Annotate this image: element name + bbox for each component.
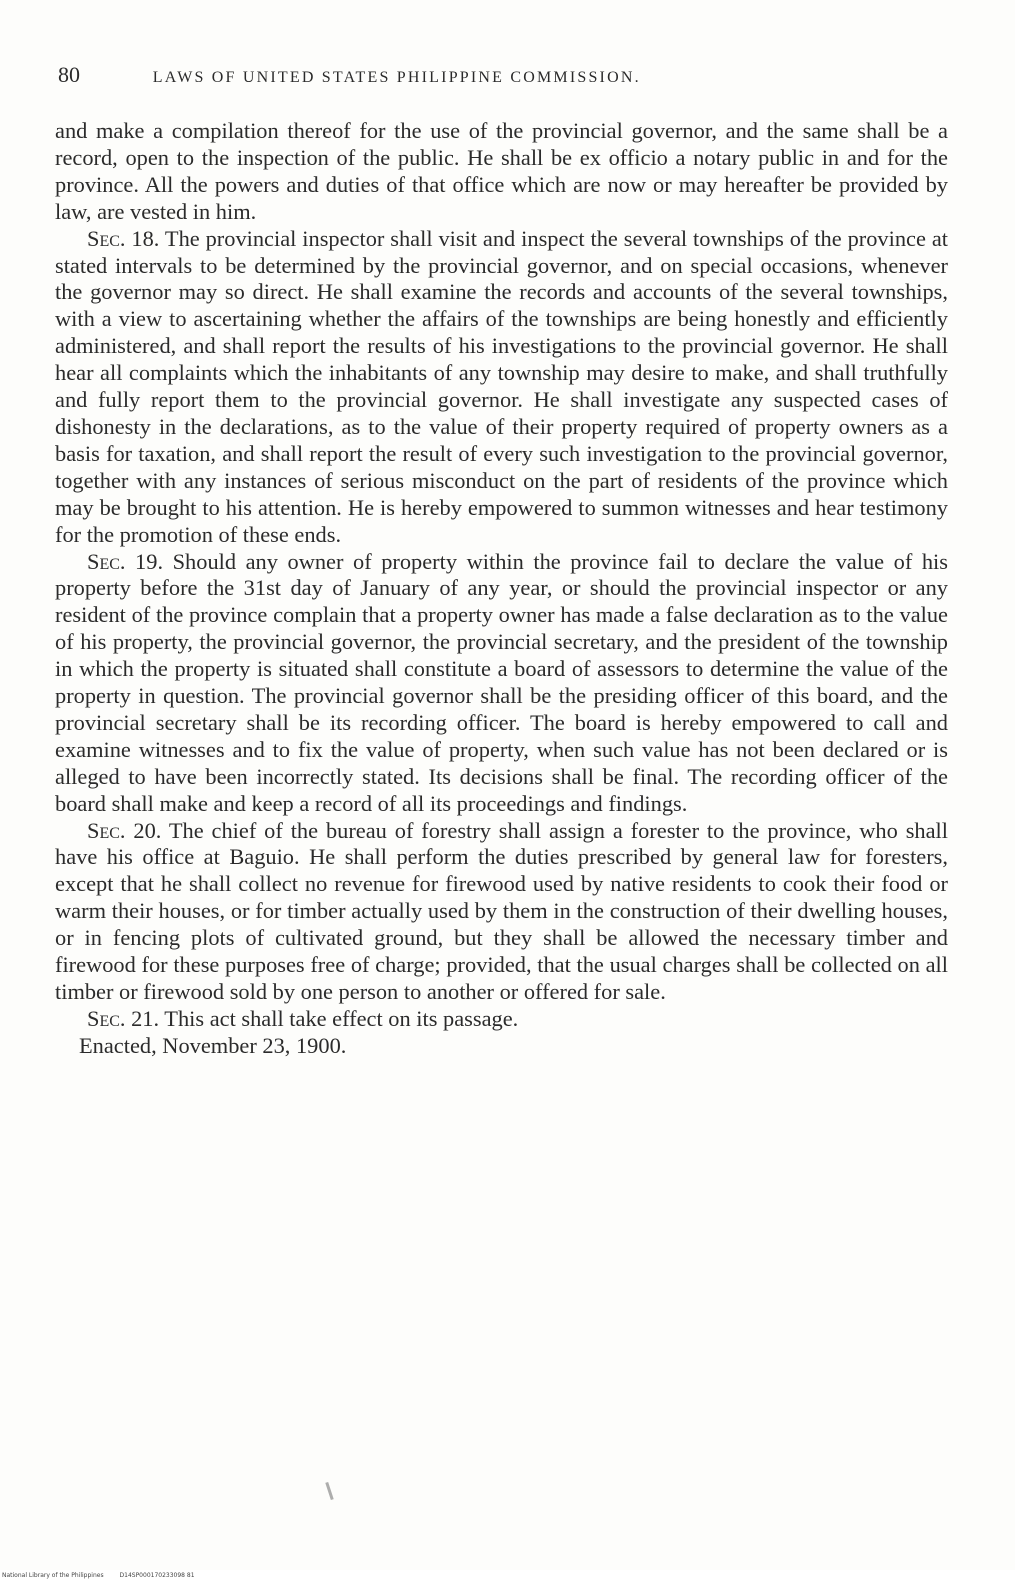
stray-mark [325,1482,333,1500]
footer-id: D14SP000170233098 81 [119,1572,195,1579]
running-head-title: LAWS OF UNITED STATES PHILIPPINE COMMISSION. [152,69,641,86]
footer-source: National Library of the Philippines [2,1572,104,1579]
paragraph-continuation [55,118,948,226]
section-20 [55,818,948,1006]
section-label: Sec. 20. [87,817,162,843]
paragraph-text: and make a compilation thereof for the use of the provincial governor, and the same shall be a record, open to the inspection of the public. He shall be ex officio a notary public in and for the province. All the powers and duties of that office which are now or may hereafter be provided by law, are vested in him. [55,118,948,224]
running-head [58,62,958,92]
section-18 [55,226,948,549]
section-label: Sec. 18. [87,225,160,251]
section-label: Sec. 21. [87,1005,160,1031]
section-19 [55,549,948,818]
section-text: This act shall take effect on its passage. [164,1005,519,1031]
scan-footer [0,1570,1015,1582]
body-text [55,118,948,1060]
section-21 [55,1006,948,1033]
page-number: 80 [58,62,80,87]
section-text: The chief of the bureau of forestry shall assign a forester to the province, who shall have his office at Baguio. He shall perform the duties prescribed by general law for foresters, except that he shall collect no revenue for firewood used by native residents to cook their food or warm their houses, or for timber actually used by them in the construction of their dwelling houses, or in fencing plots of cultivated ground, but they shall be allowed the necessary timber and firewood for these purposes free of charge; provided, that the usual charges shall be collected on all timber or firewood sold by one person to another or offered for sale. [55,817,948,1004]
section-text: Should any owner of property within the province fail to declare the value of his property before the 31st day of January of any year, or should the provincial inspector or any resident of the province complain that a property owner has made a false declaration as to the value of his property, the provincial governor, the provincial secretary, and the president of the township in which the property is situated shall constitute a board of assessors to determine the value of the property in question. The provincial governor shall be the presiding officer of this board, and the provincial secretary shall be its recording officer. The board is hereby empowered to call and examine witnesses and to fix the value of property, when such value has not been declared or is alleged to have been incorrectly stated. Its decisions shall be final. The recording officer of the board shall make and keep a record of all its proceedings and findings. [55,548,948,816]
enacted-line: Enacted, November 23, 1900. [79,1032,347,1058]
section-text: The provincial inspector shall visit and inspect the several townships of the province at stated intervals to be determined by the provincial governor, and on special occasions, whenever the governor may so direct. He shall examine the records and accounts of the several townships, with a view to ascertaining whether the affairs of the townships are being honestly and efficiently administered, and shall report the results of his investigations to the provincial governor. He shall hear all complaints which the inhabitants of any township may desire to make, and shall truthfully and fully report them to the provincial governor. He shall investigate any suspected cases of dishonesty in the declarations, as to the value of their property required of property owners as a basis for taxation, and shall report the result of every such investigation to the provincial governor, together with any instances of serious misconduct on the part of residents of the province which may be brought to his attention. He is hereby empowered to summon witnesses and hear testimony for the promotion of these ends. [55,225,948,547]
section-label: Sec. 19. [87,548,164,574]
